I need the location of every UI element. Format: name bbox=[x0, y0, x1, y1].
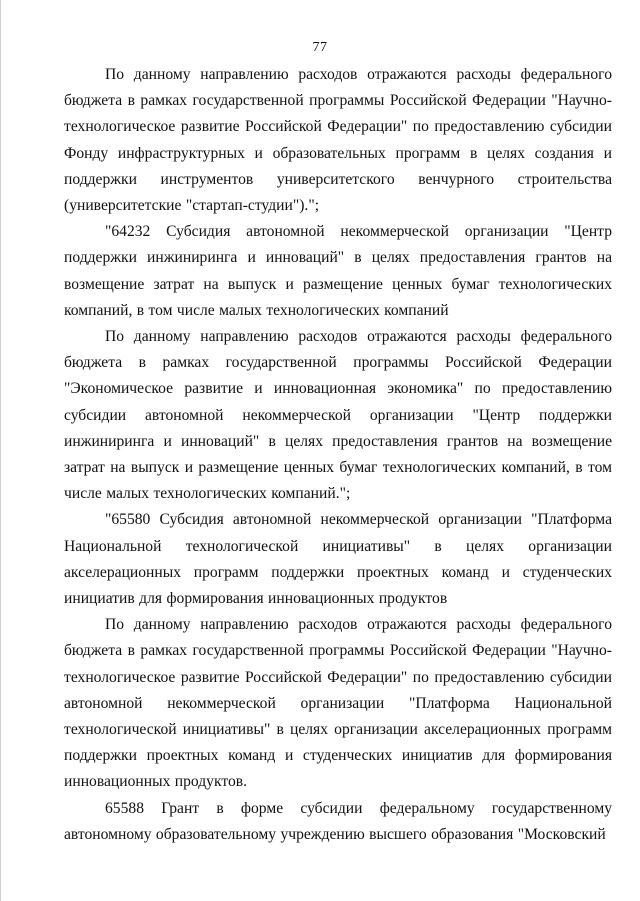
paragraph-3: По данному направлению расходов отражаются расходы федерального бюджета в рамках государственной программы Российской Федерации "Экономическое развитие и инновационная экономика" по предоставлению субсидии автономной некоммерческой организации "Центр поддержки инжиниринга и инноваций" в целях предоставления грантов на возмещение затрат на выпуск и размещение ценных бумаг технологических компаний, в том числе малых технологических компаний."; bbox=[64, 328, 612, 503]
scan-edge-line bbox=[0, 0, 1, 901]
paragraph-5: По данному направлению расходов отражаются расходы федерального бюджета в рамках государственной программы Российской Федерации "Научно-технологическое развитие Российской Федерации" по предоставлению субсидии автономной некоммерческой организации "Платформа Национальной технологической инициативы" в целях организации акселерационных программ поддержки проектных команд и студенческих инициатив для формирования инновационных продуктов. bbox=[64, 616, 612, 791]
paragraph-6: 65588 Грант в форме субсидии федеральному государственному автономному образовательному учреждению высшего образования "Московский bbox=[64, 799, 612, 843]
paragraph-4: "65580 Субсидия автономной некоммерческой организации "Платформа Национальной технологической инициативы" в целях организации акселерационных программ поддержки проектных команд и студенческих инициатив для формирования инновационных продуктов bbox=[64, 511, 612, 608]
document-body bbox=[64, 62, 612, 848]
page-number: 77 bbox=[312, 40, 328, 55]
paragraph-2: "64232 Субсидия автономной некоммерческой организации "Центр поддержки инжиниринга и инноваций" в целях предоставления грантов на возмещение затрат на выпуск и размещение ценных бумаг технологических компаний, в том числе малых технологических компаний bbox=[64, 223, 612, 319]
paragraph-1: По данному направлению расходов отражаются расходы федерального бюджета в рамках государственной программы Российской Федерации "Научно-технологическое развитие Российской Федерации" по предоставлению субсидии Фонду инфраструктурных и образовательных программ в целях создания и поддержки инструментов университетского венчурного строительства (университетские "стартап-студии")."; bbox=[64, 66, 612, 215]
